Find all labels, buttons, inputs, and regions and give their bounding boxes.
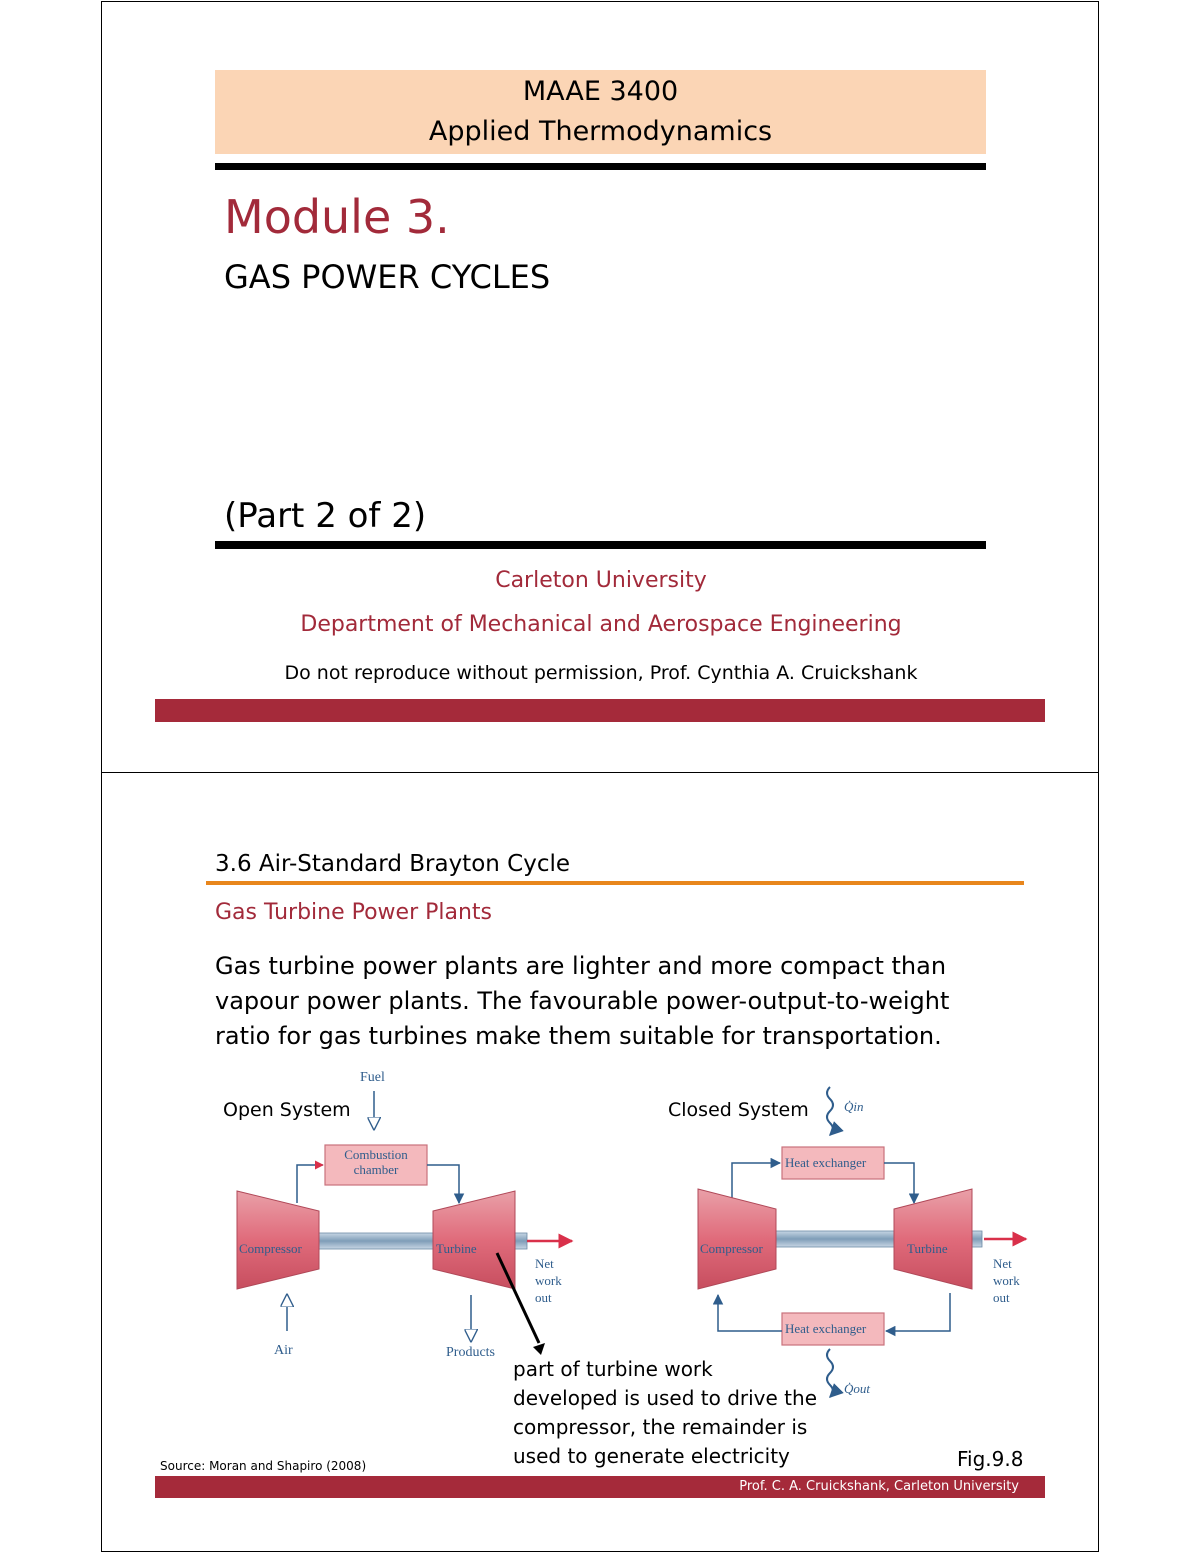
body-line: vapour power plants. The favourable power-output-to-weight xyxy=(215,987,950,1015)
bottom-hx-label: Heat exchanger xyxy=(785,1321,867,1336)
turbine-work-note xyxy=(513,1355,817,1471)
module-title: Module 3. xyxy=(224,190,450,244)
section-title: 3.6 Air-Standard Brayton Cycle xyxy=(215,851,571,877)
course-code: MAAE 3400 xyxy=(522,76,679,107)
products-label: Products xyxy=(446,1345,495,1360)
net-work-label xyxy=(535,1255,562,1306)
part-indicator: (Part 2 of 2) xyxy=(224,496,427,536)
section-subtitle: Gas Turbine Power Plants xyxy=(215,900,493,925)
note-line: compressor, the remainder is xyxy=(513,1415,808,1439)
closed-turbine-shape xyxy=(894,1189,972,1289)
air-label: Air xyxy=(274,1343,293,1358)
open-system-diagram xyxy=(227,1063,587,1383)
body-paragraph xyxy=(215,949,985,1054)
net-work-line: Net xyxy=(993,1256,1012,1271)
net-work-line: work xyxy=(535,1273,562,1288)
closed-system-label: Closed System xyxy=(668,1099,809,1121)
combustion-line: chamber xyxy=(353,1162,399,1177)
net-work-line: out xyxy=(535,1290,552,1305)
closed-net-work-label xyxy=(993,1255,1020,1306)
footer-band xyxy=(155,699,1045,722)
turbine-label: Turbine xyxy=(436,1241,477,1256)
open-system-label: Open System xyxy=(223,1099,351,1121)
net-work-line: out xyxy=(993,1290,1010,1305)
closed-compressor-label: Compressor xyxy=(700,1241,763,1256)
turbine-shape xyxy=(433,1191,515,1289)
footer-band xyxy=(155,1476,1045,1498)
module-subtitle: GAS POWER CYCLES xyxy=(224,258,551,296)
course-header-box xyxy=(215,70,986,154)
top-hx-label: Heat exchanger xyxy=(785,1155,867,1170)
combustion-line: Combustion xyxy=(344,1147,408,1162)
fuel-label: Fuel xyxy=(360,1070,385,1085)
closed-compressor-shape xyxy=(698,1189,776,1289)
figure-number: Fig.9.8 xyxy=(957,1447,1024,1471)
department-name: Department of Mechanical and Aerospace Engineering xyxy=(300,612,902,637)
top-rule xyxy=(215,163,986,170)
note-line: part of turbine work xyxy=(513,1357,713,1381)
copyright-notice: Do not reproduce without permission, Prof. Cynthia A. Cruickshank xyxy=(284,662,918,684)
net-work-line: work xyxy=(993,1273,1020,1288)
bottom-rule xyxy=(215,541,986,549)
net-work-line: Net xyxy=(535,1256,554,1271)
q-in-label: Q̇in xyxy=(844,1099,864,1114)
footer-credit: Prof. C. A. Cruickshank, Carleton University xyxy=(739,1479,1019,1494)
note-line: used to generate electricity xyxy=(513,1444,790,1468)
closed-turbine-label: Turbine xyxy=(907,1241,948,1256)
university-name: Carleton University xyxy=(495,568,707,593)
title-slide xyxy=(101,1,1099,773)
source-citation: Source: Moran and Shapiro (2008) xyxy=(160,1459,367,1473)
compressor-shape xyxy=(237,1191,319,1289)
course-name: Applied Thermodynamics xyxy=(428,116,773,147)
body-line: ratio for gas turbines make them suitable for transportation. xyxy=(215,1022,942,1050)
section-rule xyxy=(206,881,1024,885)
body-line: Gas turbine power plants are lighter and more compact than xyxy=(215,952,947,980)
note-line: developed is used to drive the xyxy=(513,1386,818,1410)
compressor-label: Compressor xyxy=(239,1241,302,1256)
brayton-slide xyxy=(101,772,1099,1552)
combustion-label xyxy=(325,1147,427,1177)
q-out-label: Q̇out xyxy=(844,1381,870,1396)
